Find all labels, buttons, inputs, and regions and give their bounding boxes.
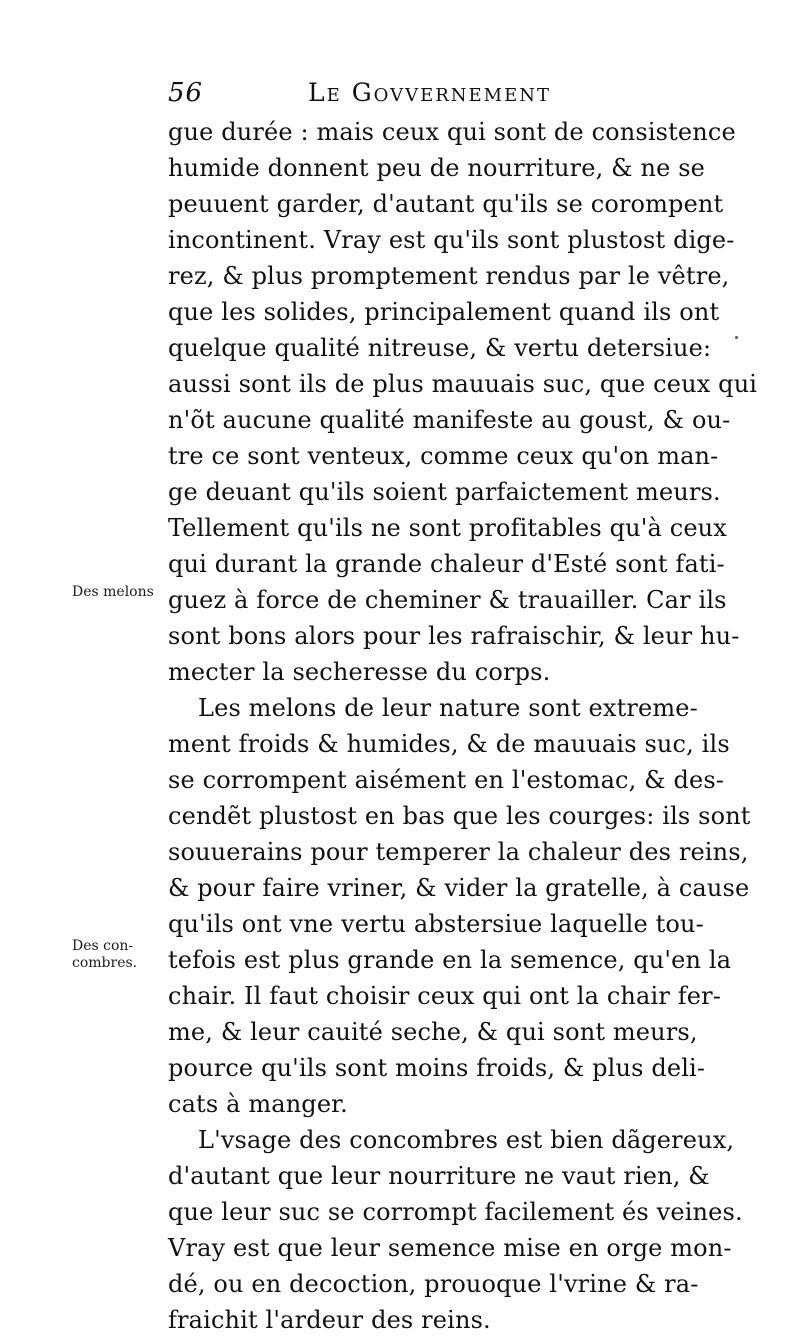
text-line: qu'ils ont vne vertu abstersiue laquelle tou-	[168, 910, 704, 938]
text-line: me, & leur cauité seche, & qui sont meurs,	[168, 1018, 698, 1046]
text-line: gue durée : mais ceux qui sont de consistence	[168, 118, 736, 146]
margin-note-text: combres.	[72, 955, 138, 971]
paragraph-start-melons: Les melons de leur nature sont extreme-	[198, 694, 698, 722]
text-line: quelque qualité nitreuse, & vertu detersiue:	[168, 334, 712, 362]
paragraph-start-concombres: L'vsage des concombres est bien dãgereux,	[198, 1126, 735, 1154]
running-head	[168, 78, 658, 114]
text-line: cendẽt plustost en bas que les courges: ils sont	[168, 802, 751, 830]
text-line: peuuent garder, d'autant qu'ils se corompent	[168, 190, 724, 218]
text-line: ge deuant qu'ils soient parfaictement meurs.	[168, 478, 721, 506]
text-line: d'autant que leur nourriture ne vaut rien, &	[168, 1162, 710, 1190]
text-line: pource qu'ils sont moins froids, & plus deli-	[168, 1054, 706, 1082]
text-line: n'õt aucune qualité manifeste au goust, & ou-	[168, 406, 731, 434]
text-line: incontinent. Vray est qu'ils sont plustost dige-	[168, 226, 735, 254]
text-line: fraichit l'ardeur des reins.	[168, 1306, 491, 1334]
text-line: tre ce sont venteux, comme ceux qu'on man-	[168, 442, 719, 470]
text-line: cats à manger.	[168, 1090, 348, 1118]
text-line: que leur suc se corrompt facilement és veines.	[168, 1198, 743, 1226]
text-line: rez, & plus promptement rendus par le vêtre,	[168, 262, 730, 290]
running-title: Le Govvernement	[308, 78, 552, 107]
margin-note-text: Des con-	[72, 938, 134, 954]
text-line: humide donnent peu de nourriture, & ne se	[168, 154, 706, 182]
text-line: guez à force de cheminer & trauailler. Car ils	[168, 586, 727, 614]
text-line: mecter la secheresse du corps.	[168, 658, 551, 686]
text-line: Tellement qu'ils ne sont profitables qu'à ceux	[168, 514, 727, 542]
text-line: se corrompent aisément en l'estomac, & des-	[168, 766, 725, 794]
text-line: & pour faire vriner, & vider la gratelle, à cause	[168, 874, 750, 902]
text-line: tefois est plus grande en la semence, qu'en la	[168, 946, 732, 974]
margin-note-concombres	[72, 938, 137, 972]
text-line: souuerains pour temperer la chaleur des reins,	[168, 838, 749, 866]
page-number: 56	[168, 78, 204, 108]
text-line: dé, ou en decoction, prouoque l'vrine & ra-	[168, 1270, 699, 1298]
margin-note-text: Des melons	[72, 584, 154, 600]
text-line: Vray est que leur semence mise en orge mon-	[168, 1234, 732, 1262]
main-text	[168, 114, 758, 1338]
text-line: aussi sont ils de plus mauuais suc, que ceux qui	[168, 370, 758, 398]
ink-speck	[735, 336, 738, 339]
text-line: qui durant la grande chaleur d'Esté sont fati-	[168, 550, 725, 578]
text-line: ment froids & humides, & de mauuais suc, ils	[168, 730, 730, 758]
margin-note-melons	[72, 584, 154, 601]
text-line: sont bons alors pour les rafraischir, & leur hu-	[168, 622, 740, 650]
text-line: chair. Il faut choisir ceux qui ont la chair fer-	[168, 982, 721, 1010]
text-line: que les solides, principalement quand ils ont	[168, 298, 720, 326]
